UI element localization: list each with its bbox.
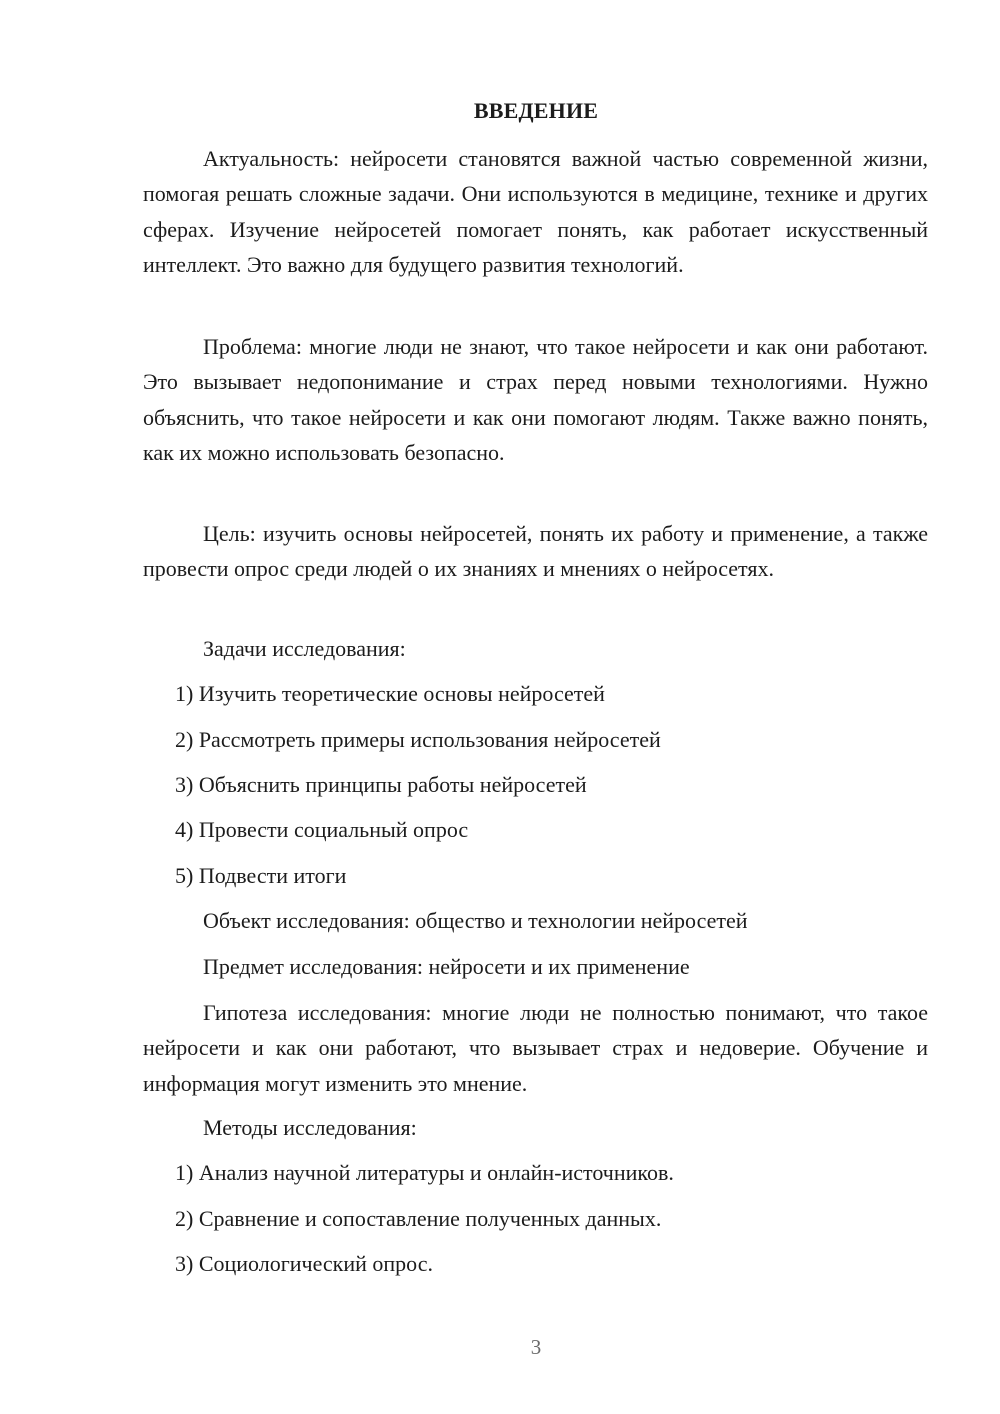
task-item: 2) Рассмотреть примеры использования нейросетей	[175, 727, 661, 752]
research-subject: Предмет исследования: нейросети и их применение	[203, 954, 690, 979]
tasks-heading: Задачи исследования:	[203, 636, 406, 661]
task-item: 5) Подвести итоги	[175, 863, 347, 888]
task-item: 3) Объяснить принципы работы нейросетей	[175, 772, 587, 797]
method-item: 2) Сравнение и сопоставление полученных данных.	[175, 1206, 662, 1231]
method-item: 3) Социологический опрос.	[175, 1251, 433, 1276]
page-number: 3	[530, 1335, 542, 1359]
goal-paragraph: Цель: изучить основы нейросетей, понять их работу и применение, а также провести опрос среди людей о их знаниях и мнениях о нейросетях.	[143, 521, 928, 582]
hypothesis-paragraph: Гипотеза исследования: многие люди не полностью понимают, что такое нейросети и как они работают, что вызывает страх и недоверие. Обучение и информация могут изменить это мнение.	[143, 1000, 928, 1096]
methods-heading: Методы исследования:	[203, 1115, 417, 1140]
problem-paragraph: Проблема: многие люди не знают, что такое нейросети и как они работают. Это вызывает недопонимание и страх перед новыми технологиями. Нужно объяснить, что такое нейросети и как они помогают людям. Также важно понять, как их можно использовать безопасно.	[143, 334, 928, 465]
relevance-paragraph: Актуальность: нейросети становятся важной частью современной жизни, помогая решать сложные задачи. Они используются в медицине, технике и других сферах. Изучение нейросетей помогает понять, как работает искусственный интеллект. Это важно для будущего развития технологий.	[143, 146, 928, 277]
research-object: Объект исследования: общество и технологии нейросетей	[203, 908, 748, 933]
section-title: ВВЕДЕНИЕ	[473, 98, 599, 123]
task-item: 4) Провести социальный опрос	[175, 817, 469, 842]
task-item: 1) Изучить теоретические основы нейросетей	[175, 681, 605, 706]
method-item: 1) Анализ научной литературы и онлайн-источников.	[175, 1160, 674, 1185]
